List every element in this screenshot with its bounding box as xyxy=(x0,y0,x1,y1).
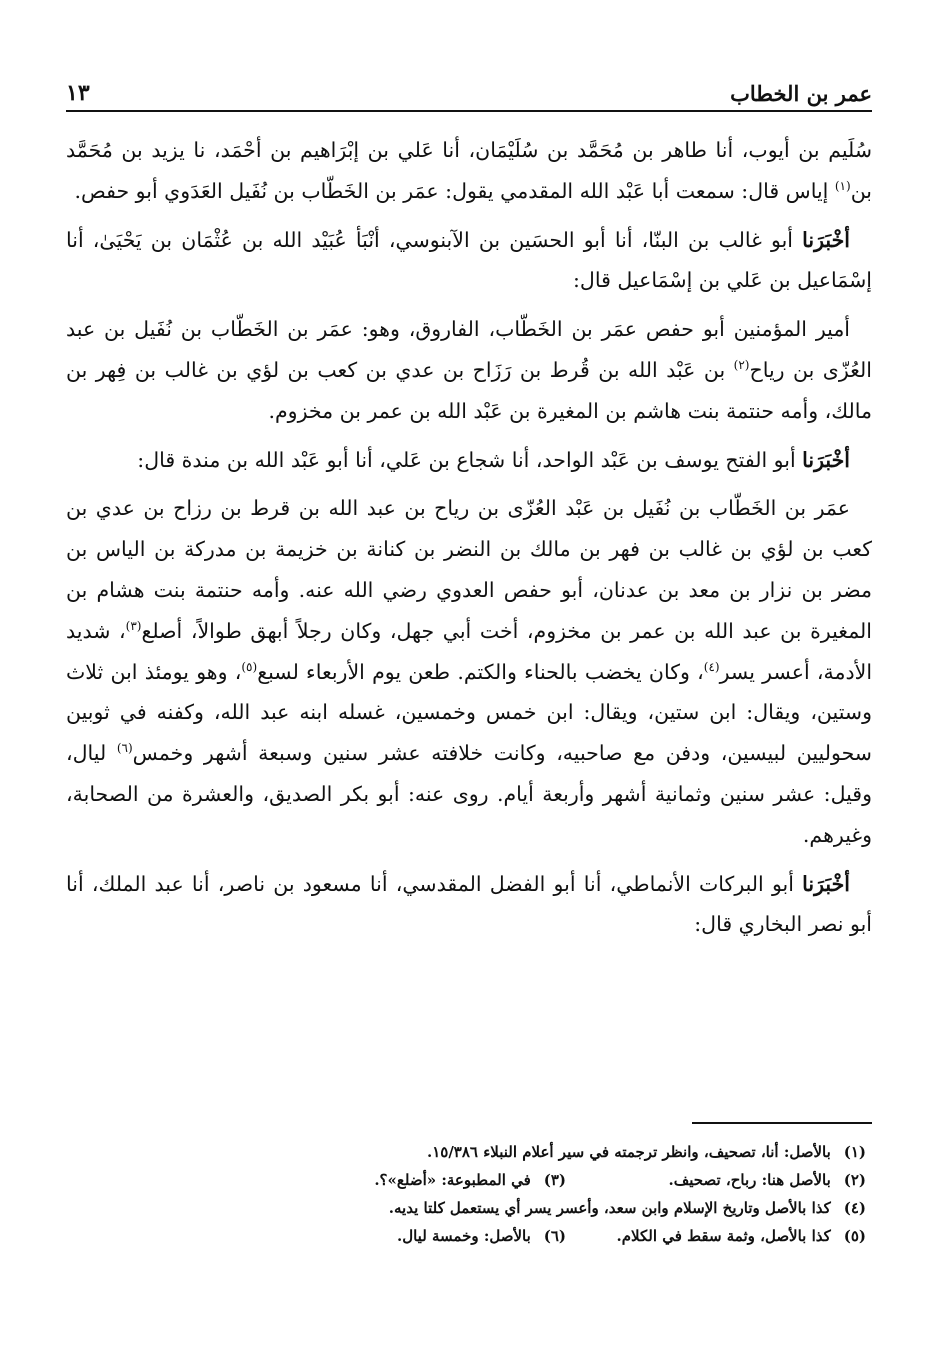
footnote-ref-2: (٢) xyxy=(733,358,750,373)
footnote-row xyxy=(66,1194,866,1222)
isnad-lead: أخْبَرَنا xyxy=(802,227,850,252)
footnote-row xyxy=(66,1166,866,1194)
footnote-row xyxy=(66,1222,866,1250)
isnad-lead: أخْبَرَنا xyxy=(802,871,850,896)
paragraph-2: أخْبَرَنا أبو غالب بن البنّا، أنا أبو الحسَين بن الآبنوسي، أنْبَأ عُبَيْد الله بن عُثْمَان بن يَحْيَىٰ، أنا إسْمَاعيل بن عَلي بن إسْمَاعيل قال: xyxy=(66,227,872,293)
paragraph-1: سُلَيم بن أيوب، أنا طاهر بن مُحَمَّد بن سُلَيْمَان، أنا عَلي بن إبْرَاهيم بن أحْمَد، نا يزيد بن مُحَمَّد بن$^{(١)}$ إياس قال: سمعت أبا عَبْد الله المقدمي يقول: عمَر بن الخَطّاب بن نُفَيل العَدَوي أبو حفص. xyxy=(66,138,872,203)
isnad-lead: أخْبَرَنا xyxy=(802,447,850,472)
paragraph-4: أخْبَرَنا أبو الفتح يوسف بن عَبْد الواحد، أنا شجاع بن عَلي، أنا أبو عَبْد الله بن مندة قال: xyxy=(137,447,850,472)
paragraph-6: أخْبَرَنا أبو البركات الأنماطي، أنا أبو الفضل المقدسي، أنا مسعود بن ناصر، أنا عبد الملك، أنا أبو نصر البخاري قال: xyxy=(66,871,872,937)
paragraph-3: أمير المؤمنين أبو حفص عمَر بن الخَطّاب، الفاروق، وهو: عمَر بن الخَطّاب بن نُفَيل بن عبد العُزّى بن رياح$^{(٢)}$ بن عَبْد الله بن قُرط بن رَزَاح بن عدي بن كعب بن لؤي بن غالب بن فِهر بن مالك، وأمه حنتمة بنت هاشم بن المغيرة بن عَبْد الله بن عمر بن مخزوم. xyxy=(66,317,873,423)
footnote-ref-6: (٦) xyxy=(116,741,133,756)
footnote-separator xyxy=(692,1122,872,1124)
footnote-6: (٦) بالأصل: وخمسة ليال. xyxy=(396,1227,566,1245)
main-text xyxy=(66,130,872,953)
page-header xyxy=(66,62,872,112)
footnote-ref-1: (١) xyxy=(834,178,851,193)
paragraph-5: عمَر بن الخَطّاب بن نُفَيل بن عَبْد العُزّى بن رياح بن عبد الله بن قرط بن رزاح بن عدي بن كعب بن لؤي بن غالب بن فهر بن مالك بن النضر بن كنانة بن خزيمة بن مدركة بن الياس بن مضر بن نزار بن معد بن عدنان، أبو حفص العدوي رضي الله عنه. وأمه حنتمة بنت هشام بن المغيرة بن عبد الله بن عمر بن مخزوم، أخت أبي جهل، وكان رجلاً أبهق طوالاً، أصلع$^{(٣)}$، شديد الأدمة، أعسر يسر$^{(٤)}$، وكان يخضب بالحناء والكتم. طعن يوم الأربعاء لسبع$^{(٥)}$، وهو يومئذ ابن ثلاث وستين، ويقال: ابن ستين، ويقال: ابن خمس وخمسين، غسله ابنه عبد الله، وكفنه في ثوبين سحوليين لبيسين، ودفن مع صاحبيه، وكانت خلافته عشر سنين وسبعة أشهر وخمس$^{(٦)}$ ليال، وقيل: عشر سنين وثمانية أشهر وأربعة أيام. روى عنه: أبو بكر الصديق، والعشرة من الصحابة، وغيرهم. xyxy=(66,496,873,847)
footnote-row xyxy=(66,1138,866,1166)
page-number: ١٣ xyxy=(66,80,90,106)
footnote-4: (٤) كذا بالأصل وتاريخ الإسلام وابن سعد، وأعسر يسر أي يستعمل كلتا يديه. xyxy=(388,1199,866,1217)
footnote-ref-3: (٣) xyxy=(125,618,142,633)
footnote-5: (٥) كذا بالأصل، وثمة سقط في الكلام. xyxy=(616,1227,866,1245)
footnotes xyxy=(66,1138,866,1250)
footnote-3: (٣) في المطبوعة: «أضلع»؟. xyxy=(374,1171,566,1189)
footnote-ref-5: (٥) xyxy=(241,659,258,674)
footnote-2: (٢) بالأصل هنا: رباح، تصحيف. xyxy=(668,1171,866,1189)
running-title: عمر بن الخطاب xyxy=(730,81,872,106)
footnote-ref-4: (٤) xyxy=(703,659,720,674)
footnote-1: (١) بالأصل: أنا، تصحيف، وانظر ترجمته في سير أعلام النبلاء ١٥/٣٨٦. xyxy=(426,1143,866,1161)
